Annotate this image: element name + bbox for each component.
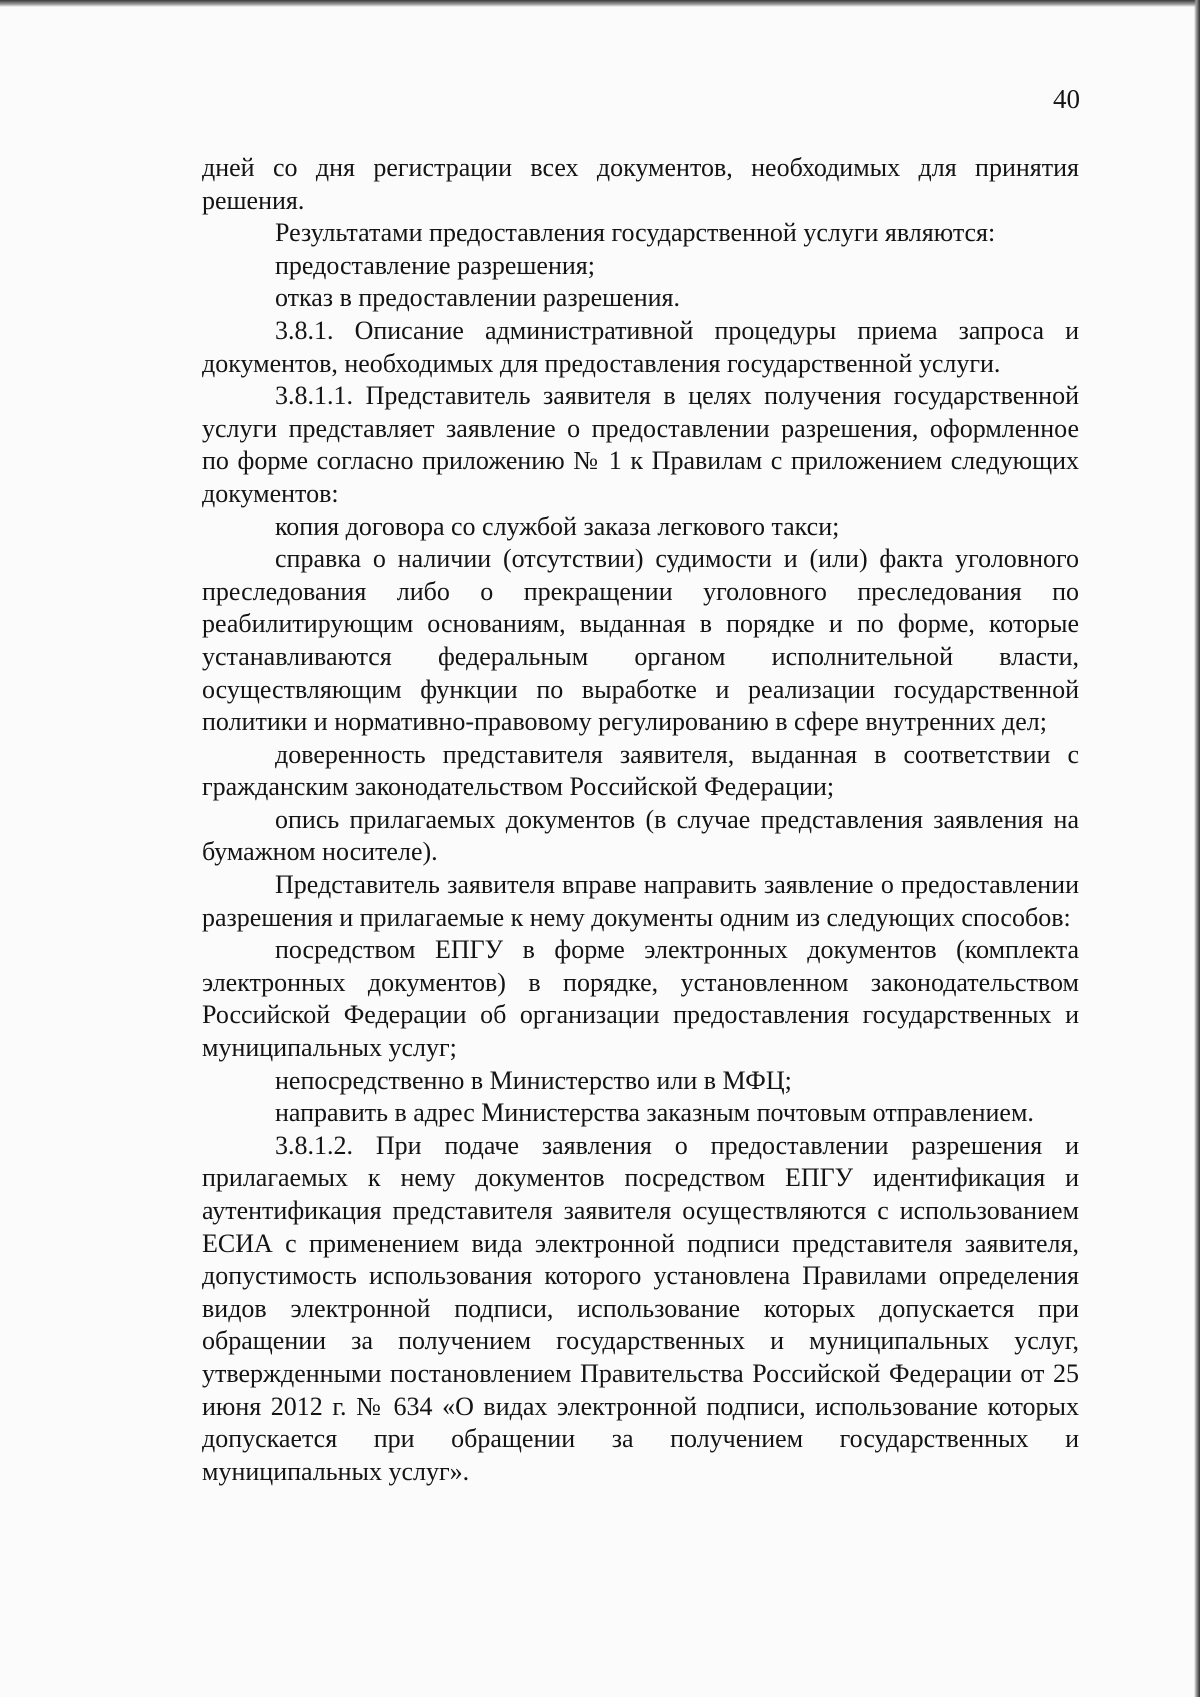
paragraph-section-3-8-1-1: 3.8.1.1. Представитель заявителя в целях получения государственной услуги представляет заявление о предоставлении разрешения, оформленное по форме согласно приложению № 1 к Правилам с приложением следующих документов: (202, 381, 1079, 508)
paragraph-results-intro: Результатами предоставления государственной услуги являются: (275, 218, 996, 248)
paragraph-method-direct: непосредственно в Министерство или в МФЦ; (275, 1065, 792, 1095)
paragraph-section-3-8-1-2: 3.8.1.2. При подаче заявления о предоставлении разрешения и прилагаемых к нему документов посредством ЕПГУ идентификация и аутентификация представителя заявителя осуществляются с использованием ЕСИА с применением вида электронной подписи представителя заявителя, допустимость использования которого установлена Правилами определения видов электронной подписи, использование которых допускается при обращении за получением государственных и муниципальных услуг, утвержденными постановлением Правительства Российской Федерации от 25 июня 2012 г. № 634 «О видах электронной подписи, использование которых допускается при обращении за получением государственных и муниципальных услуг». (202, 1130, 1079, 1486)
paragraph-continuation: дней со дня регистрации всех документов, необходимых для принятия решения. (202, 153, 1079, 215)
page-number: 40 (1053, 84, 1080, 114)
paragraph-method-mail: направить в адрес Министерства заказным почтовым отправлением. (275, 1098, 1034, 1128)
scan-edge-right (1194, 0, 1200, 1697)
paragraph-result-refusal: отказ в предоставлении разрешения. (275, 283, 680, 313)
paragraph-doc-power-of-attorney: доверенность представителя заявителя, выданная в соответствии с гражданским законодательством Российской Федерации; (202, 739, 1079, 802)
scan-edge-top (0, 0, 1200, 7)
paragraph-method-epgu: посредством ЕПГУ в форме электронных документов (комплекта электронных документов) в порядке, установленном законодательством Российской Федерации об организации предоставления государственных и муниципальных услуг; (202, 935, 1079, 1063)
paragraph-doc-inventory: опись прилагаемых документов (в случае представления заявления на бумажном носителе). (202, 804, 1079, 867)
paragraph-doc-criminal-record: справка о наличии (отсутствии) судимости и (или) факта уголовного преследования либо о прекращении уголовного преследования по реабилитирующим основаниям, выданная в порядке и по форме, которые устанавливаются федеральным органом исполнительной власти, осуществляющим функции по выработке и реализации государственной политики и нормативно-правовому регулированию в сфере внутренних дел; (202, 544, 1079, 737)
paragraph-result-grant: предоставление разрешения; (275, 250, 595, 280)
paragraph-doc-taxi-contract: копия договора со службой заказа легкового такси; (275, 511, 840, 541)
paragraph-submission-methods: Представитель заявителя вправе направить заявление о предоставлении разрешения и прилагаемые к нему документы одним из следующих способов: (202, 870, 1079, 932)
paragraph-section-3-8-1: 3.8.1. Описание административной процедуры приема запроса и документов, необходимых для предоставления государственной услуги. (202, 315, 1079, 378)
document-body (202, 152, 1079, 1488)
